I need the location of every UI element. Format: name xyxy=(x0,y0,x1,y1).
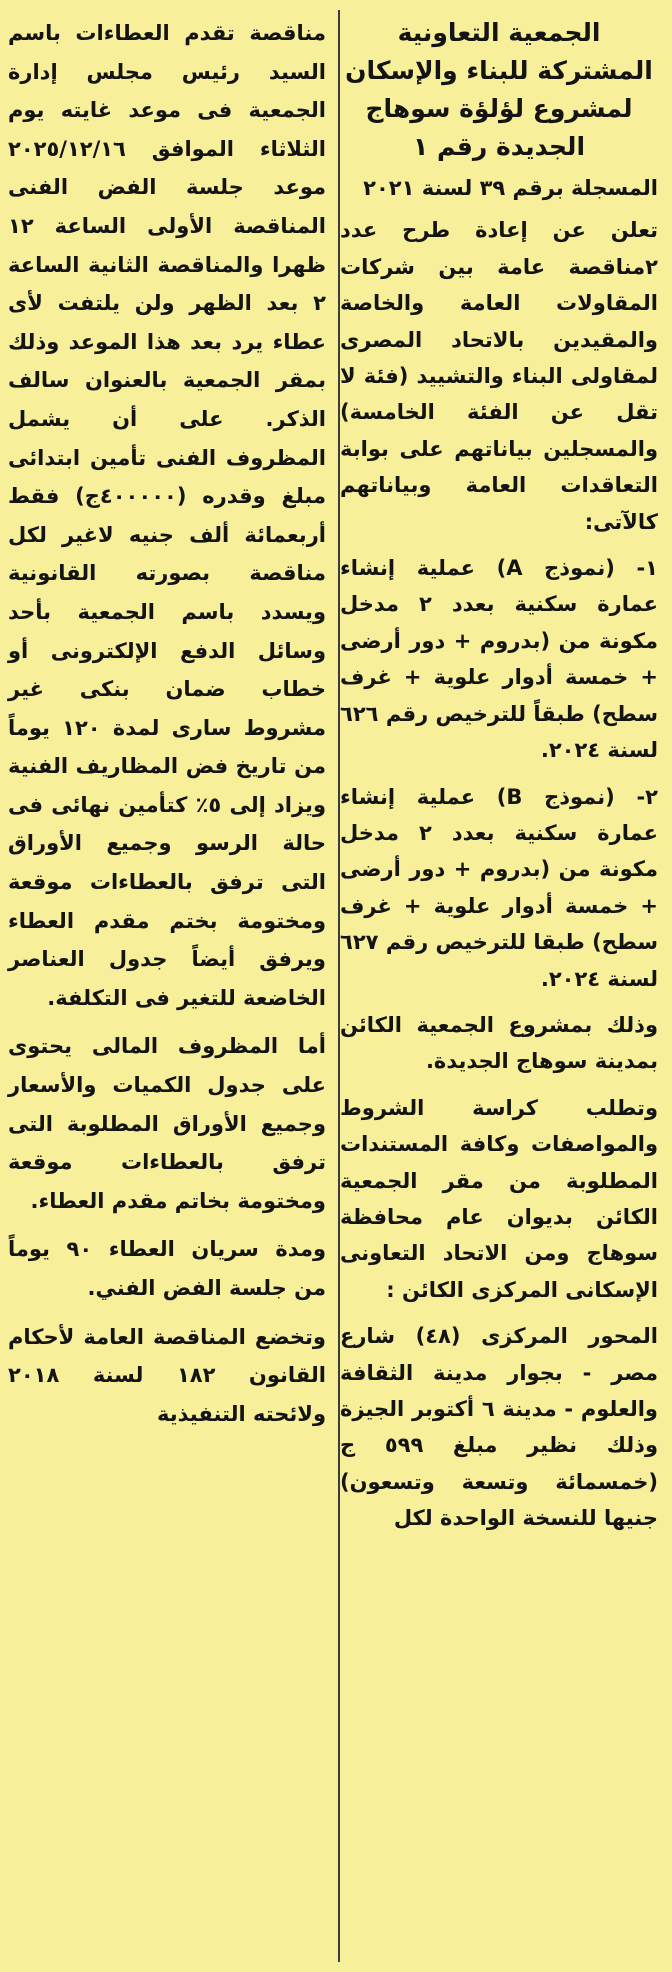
heading-line-3: لمشروع لؤلؤة سوهاج xyxy=(365,94,633,123)
tender-item-a: ١- (نموذج A) عملية إنشاء عمارة سكنية بعدد ٢ مدخل مكونة من (بدروم + دور أرضى + خمسة أدوار علوية + غرف سطح) طبقاً للترخيص رقم ٦٢٦ لسنة ٢٠٢٤. xyxy=(340,556,659,763)
heading-line-1: الجمعية التعاونية xyxy=(397,18,601,47)
financial-envelope-text: أما المظروف المالى يحتوى على جدول الكميات والأسعار وجميع الأوراق المطلوبة التى ترفق بالعطاءات موقعة ومختومة بخاتم مقدم العطاء. xyxy=(8,1034,326,1213)
law-text: وتخضع المناقصة العامة لأحكام القانون ١٨٢ لسنة ٢٠١٨ ولائحته التنفيذية xyxy=(8,1324,326,1426)
tender-item-b: ٢- (نموذج B) عملية إنشاء عمارة سكنية بعدد ٢ مدخل مكونة من (بدروم + دور أرضى + خمسة أدوار علوية + غرف سطح) طبقا للترخيص رقم ٦٢٧ لسنة ٢٠٢٤. xyxy=(340,784,659,991)
address-text: المحور المركزى (٤٨) شارع مصر - بجوار مدينة الثقافة والعلوم - مدينة ٦ أكتوبر الجيزة وذلك نظير مبلغ ٥٩٩ ج (خمسمائة وتسعة وتسعون) جنيها للنسخة الواحدة لكل xyxy=(340,1324,659,1531)
project-location: وذلك بمشروع الجمعية الكائن بمدينة سوهاج الجديدة. xyxy=(340,1012,658,1074)
column-divider xyxy=(338,10,340,1962)
documents-text: وتطلب كراسة الشروط والمواصفات وكافة المستندات المطلوبة من مقر الجمعية الكائن بديوان عام محافظة سوهاج ومن الاتحاد التعاونى الإسكانى المركزى الكائن : xyxy=(340,1095,658,1302)
heading-line-2: المشتركة للبناء والإسكان xyxy=(345,56,653,85)
heading-line-4: الجديدة رقم ١ xyxy=(412,132,586,161)
announcement-text: تعلن عن إعادة طرح عدد ٢مناقصة عامة بين شركات المقاولات العامة والخاصة والمقيدين بالاتحاد المصرى لمقاولى البناء والتشييد (فئة لا تقل عن الفئة الخامسة) والمسجلين بياناتهم على بوابة التعاقدات العامة وبياناتهم كالآتى: xyxy=(340,218,658,534)
registration-text: المسجلة برقم ٣٩ لسنة ٢٠٢١ xyxy=(363,176,658,200)
left-column xyxy=(8,14,326,1972)
association-heading xyxy=(340,14,658,166)
right-column xyxy=(340,14,658,1972)
submission-text: مناقصة تقدم العطاءات باسم السيد رئيس مجلس إدارة الجمعية فى موعد غايته يوم الثلاثاء الموافق ٢٠٢٥/١٢/١٦ موعد جلسة الفض الفنى المناقصة الأولى الساعة ١٢ ظهرا والمناقصة الثانية الساعة ٢ بعد الظهر ولن يلتفت لأى عطاء يرد بعد هذا الموعد وذلك بمقر الجمعية بالعنوان سالف الذكر. على أن يشمل المظروف الفنى تأمين ابتدائى مبلغ وقدره (٤٠٠٠٠٠ج) فقط أربعمائة ألف جنيه لاغير لكل مناقصة بصورته القانونية ويسدد باسم الجمعية بأحد وسائل الدفع الإلكترونى أو خطاب ضمان بنكى غير مشروط سارى لمدة ١٢٠ يوماً من تاريخ فض المظاريف الفنية ويزاد إلى ٥٪ كتأمين نهائى فى حالة الرسو وجميع الأوراق التى ترفق بالعطاءات موقعة ومختومة بختم مقدم العطاء ويرفق أيضاً جدول العناصر الخاضعة للتغير فى التكلفة. xyxy=(8,21,326,1010)
validity-text: ومدة سريان العطاء ٩٠ يوماً من جلسة الفض الفني. xyxy=(8,1237,326,1300)
